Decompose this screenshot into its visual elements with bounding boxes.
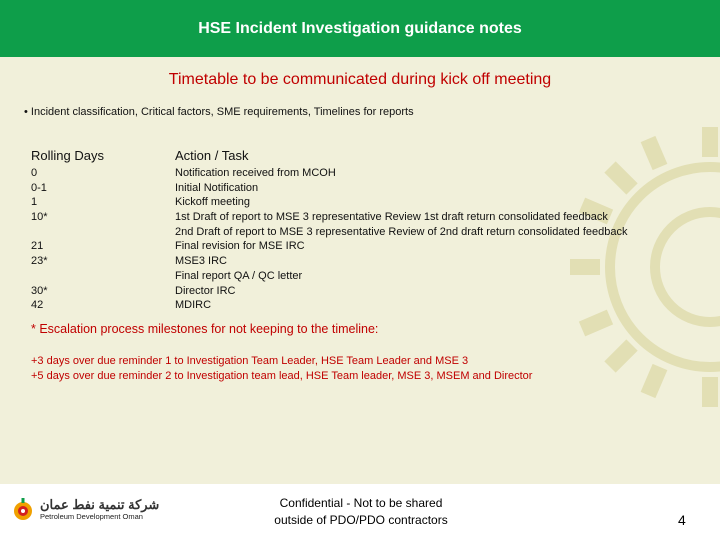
confidential-line: outside of PDO/PDO contractors xyxy=(274,513,448,527)
day-cell: 42 xyxy=(31,299,44,312)
action-task-header: Action / Task xyxy=(175,148,249,163)
page-number: 4 xyxy=(678,512,686,528)
reminder-item: +5 days over due reminder 2 to Investigation team lead, HSE Team leader, MSE 3, MSEM and Director xyxy=(31,369,533,382)
logo-english-text: Petroleum Development Oman xyxy=(40,512,143,521)
day-cell xyxy=(31,225,48,240)
task-cell: MDIRC xyxy=(175,299,212,312)
day-cell xyxy=(31,269,48,284)
pdo-emblem-icon xyxy=(12,497,34,523)
action-task-column xyxy=(175,166,627,313)
day-cell: 0-1 xyxy=(31,181,47,194)
page-title: HSE Incident Investigation guidance notes xyxy=(198,19,522,37)
day-cell: 23* xyxy=(31,255,48,268)
task-cell: Director IRC xyxy=(175,284,236,297)
day-cell: 0 xyxy=(31,167,38,179)
rolling-days-header: Rolling Days xyxy=(31,148,104,163)
task-cell: 1st Draft of report to MSE 3 representative Review 1st draft return consolidated feedback xyxy=(175,211,608,224)
pdo-logo xyxy=(12,497,159,523)
day-cell: 21 xyxy=(31,240,44,253)
escalation-note: * Escalation process milestones for not keeping to the timeline: xyxy=(31,322,379,336)
task-cell: Final report QA / QC letter xyxy=(175,269,303,282)
logo-arabic-text: شركة تنمية نفط عمان xyxy=(40,497,160,512)
task-cell: 2nd Draft of report to MSE 3 representative Review of 2nd draft return consolidated feedback xyxy=(175,225,628,238)
task-cell: MSE3 IRC xyxy=(175,255,227,268)
footer xyxy=(0,484,720,540)
bullet-point: • Incident classification, Critical factors, SME requirements, Timelines for reports xyxy=(24,106,414,118)
task-cell: Final revision for MSE IRC xyxy=(175,240,305,253)
task-cell: Initial Notification xyxy=(175,181,259,194)
reminder-list xyxy=(31,354,532,383)
confidential-line: Confidential - Not to be shared xyxy=(279,496,443,510)
section-subtitle: Timetable to be communicated during kick off meeting xyxy=(168,71,552,88)
day-cell: 1 xyxy=(31,196,38,209)
rolling-days-column xyxy=(31,166,48,313)
day-cell: 10* xyxy=(31,211,48,224)
confidential-notice xyxy=(250,495,472,529)
content-panel xyxy=(0,57,720,484)
reminder-item: +3 days over due reminder 1 to Investigation Team Leader, HSE Team Leader and MSE 3 xyxy=(31,355,469,367)
header-bar xyxy=(0,0,720,57)
day-cell: 30* xyxy=(31,284,48,297)
task-cell: Kickoff meeting xyxy=(175,196,251,209)
task-cell: Notification received from MCOH xyxy=(175,167,336,179)
